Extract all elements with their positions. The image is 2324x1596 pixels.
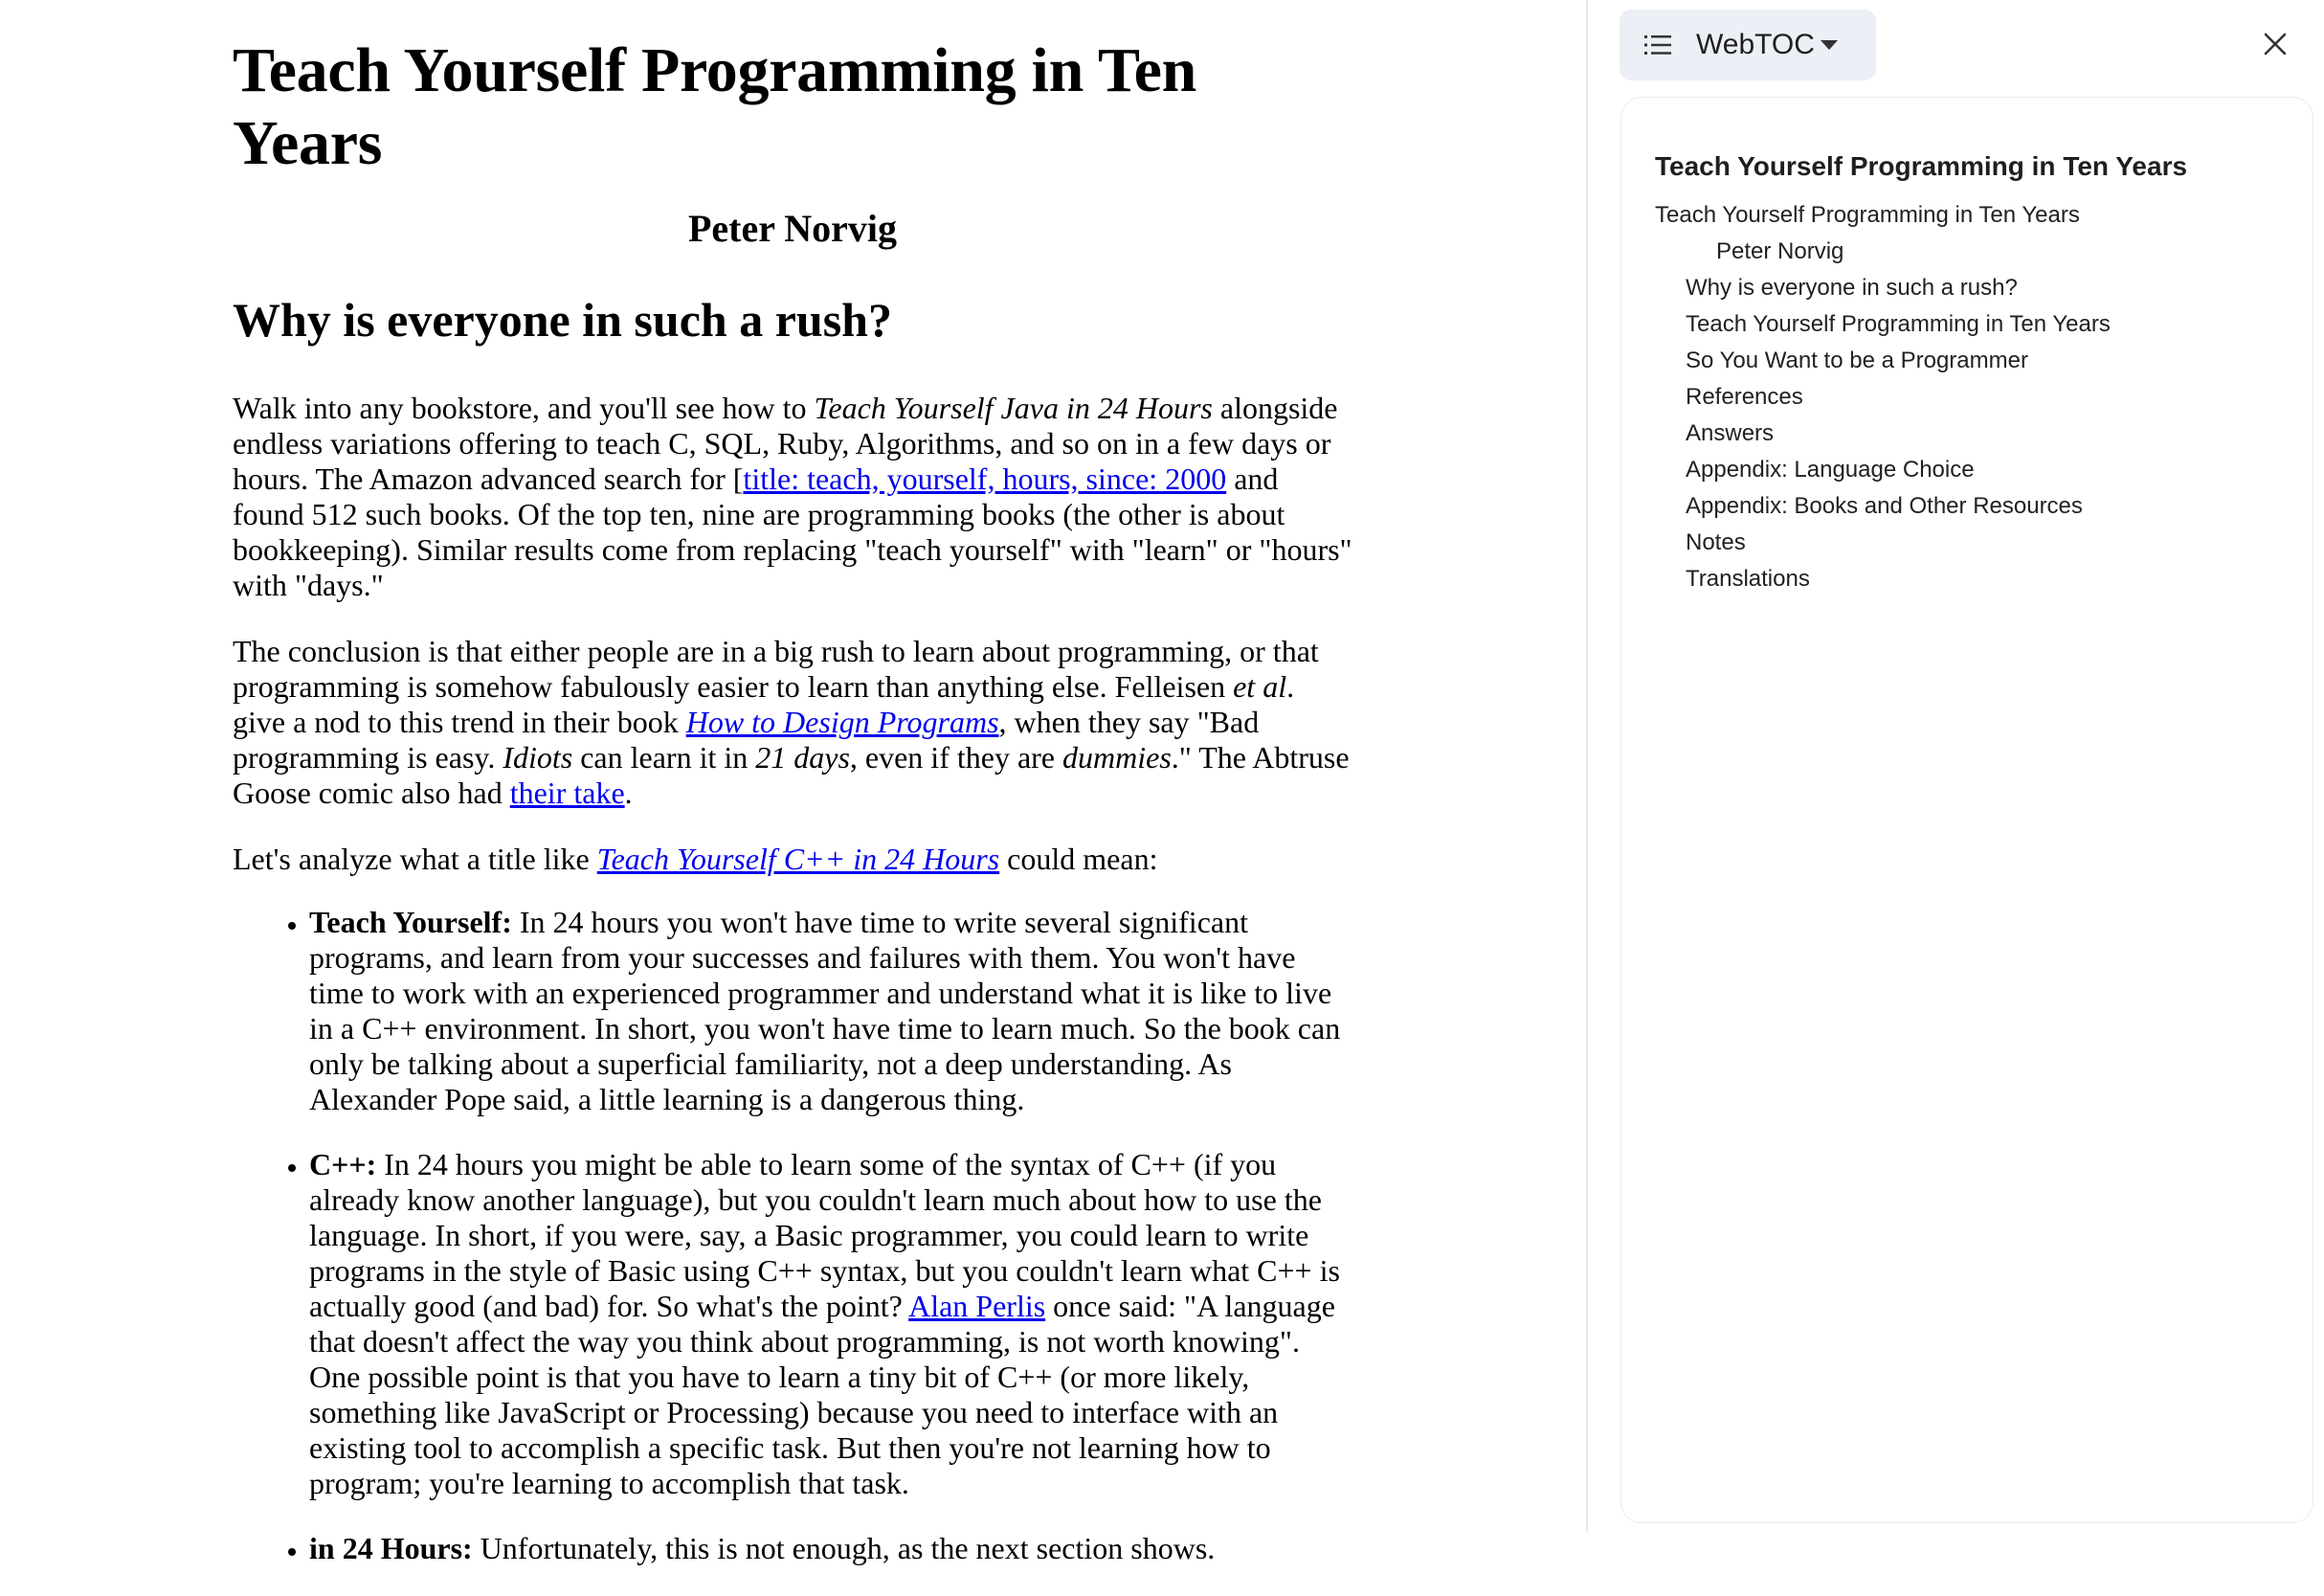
toc-list bbox=[1621, 197, 2313, 597]
toc-item-language-choice[interactable]: Appendix: Language Choice bbox=[1686, 457, 1975, 483]
toc-item-translations[interactable]: Translations bbox=[1686, 566, 1810, 592]
item-text: once said: "A language that doesn't affect the way you think about programming, is not worth knowing". One possible point is that you have to learn a tiny bit of C++ (or more likely, something like JavaScript or Processing) because you need to interface with an existing tool to accomplish a specific task. But then you're not learning how to program; you're learning to accomplish that task. bbox=[309, 1289, 1335, 1500]
link-text: How to Design Programs bbox=[685, 705, 999, 739]
toc-item-title[interactable]: Teach Yourself Programming in Ten Years bbox=[1655, 202, 2080, 228]
amazon-search-link[interactable]: title: teach, yourself, hours, since: 2000 bbox=[743, 461, 1227, 496]
text: alongside endless variations offering to teach C, SQL, Ruby, Algorithms, and so on in a few days or hours. The Amazon advanced search for [ bbox=[233, 391, 1338, 496]
list-item-cpp bbox=[309, 1147, 1352, 1501]
paragraph-2 bbox=[233, 634, 1352, 811]
author-heading: Peter Norvig bbox=[687, 207, 898, 250]
list-icon bbox=[1644, 34, 1671, 56]
list-item-24-hours bbox=[309, 1531, 1352, 1566]
toc-item-books[interactable]: Appendix: Books and Other Resources bbox=[1686, 493, 2083, 519]
toc-heading: Teach Yourself Programming in Ten Years bbox=[1655, 151, 2188, 181]
emphasis: Idiots bbox=[503, 740, 573, 775]
item-label: C++: bbox=[309, 1147, 377, 1181]
article-content bbox=[233, 0, 1352, 1596]
list-item-teach-yourself bbox=[309, 905, 1352, 1117]
section-heading: Why is everyone in such a rush? bbox=[233, 293, 892, 347]
link-text: Teach Yourself C++ in 24 Hours bbox=[596, 842, 1000, 876]
text: The conclusion is that either people are in a big rush to learn about programming, or that programming is somehow fabulously easier to learn than anything else. Felleisen bbox=[233, 634, 1319, 704]
emphasis: Teach Yourself Java in 24 Hours bbox=[814, 391, 1213, 425]
analysis-list bbox=[233, 905, 1352, 1566]
toc-item-programmer[interactable]: So You Want to be a Programmer bbox=[1686, 348, 2028, 373]
text: Let's analyze what a title like bbox=[233, 842, 597, 876]
toc-item-answers[interactable]: Answers bbox=[1686, 420, 1775, 446]
close-icon[interactable] bbox=[2260, 29, 2290, 59]
text: , when they say "Bad programming is easy. bbox=[233, 705, 1260, 775]
page-title: Teach Yourself Programming in Ten Years bbox=[233, 35, 1197, 178]
toc-item-notes[interactable]: Notes bbox=[1686, 529, 1746, 555]
item-label: Teach Yourself: bbox=[309, 905, 512, 939]
toc-item-rush[interactable]: Why is everyone in such a rush? bbox=[1686, 275, 2018, 301]
item-text: In 24 hours you won't have time to write several significant programs, and learn from your successes and failures with them. You won't have time to work with an experienced programmer and understand what it is like to live in a C++ environment. In short, you won't have time to learn much. So the book can only be talking about a superficial familiarity, not a deep understanding. As Alexander Pope said, a little learning is a dangerous thing. bbox=[309, 905, 1341, 1116]
text: . bbox=[624, 776, 633, 810]
text: , even if they are bbox=[849, 740, 1062, 775]
text: Walk into any bookstore, and you'll see how to bbox=[233, 391, 815, 425]
webtoc-title: WebTOC bbox=[1696, 29, 1815, 60]
text: and found 512 such books. Of the top ten, nine are programming books (the other is about bookkeeping). Similar results come from replacing "teach yourself" with "learn" or "hours" with "days." bbox=[233, 461, 1352, 602]
text: can learn it in bbox=[572, 740, 756, 775]
text: ." The Abtruse Goose comic also had bbox=[233, 740, 1350, 810]
text: could mean: bbox=[999, 842, 1158, 876]
htdp-link[interactable] bbox=[686, 705, 999, 739]
item-text: In 24 hours you might be able to learn some of the syntax of C++ (if you already know another language), but you couldn't learn much about how to use the language. In short, if you were, say, a Basic programmer, you could learn to write programs in the style of Basic using C++ syntax, but you couldn't learn what C++ is actually good (and bad) for. So what's the point? bbox=[309, 1147, 1340, 1323]
emphasis: 21 days bbox=[755, 740, 850, 775]
paragraph-1 bbox=[233, 391, 1352, 603]
paragraph-3 bbox=[233, 842, 1352, 877]
toc-item-references[interactable]: References bbox=[1686, 384, 1803, 410]
emphasis: et al bbox=[1233, 669, 1287, 704]
toc-item-ten-years[interactable]: Teach Yourself Programming in Ten Years bbox=[1686, 311, 2111, 337]
toc-item-author[interactable]: Peter Norvig bbox=[1716, 238, 1844, 264]
alan-perlis-link[interactable]: Alan Perlis bbox=[908, 1289, 1046, 1323]
their-take-link[interactable]: their take bbox=[509, 776, 625, 810]
emphasis: dummies bbox=[1062, 740, 1172, 775]
toc-sidebar bbox=[1588, 0, 2324, 1532]
item-label: in 24 Hours: bbox=[309, 1531, 473, 1565]
item-text: Unfortunately, this is not enough, as the next section shows. bbox=[472, 1531, 1216, 1565]
chevron-down-icon bbox=[1821, 40, 1838, 50]
webtoc-dropdown[interactable] bbox=[1620, 10, 1876, 80]
text: . give a nod to this trend in their book bbox=[233, 669, 1295, 739]
toc-panel bbox=[1620, 97, 2313, 1523]
cpp-24-hours-link[interactable] bbox=[597, 842, 999, 876]
